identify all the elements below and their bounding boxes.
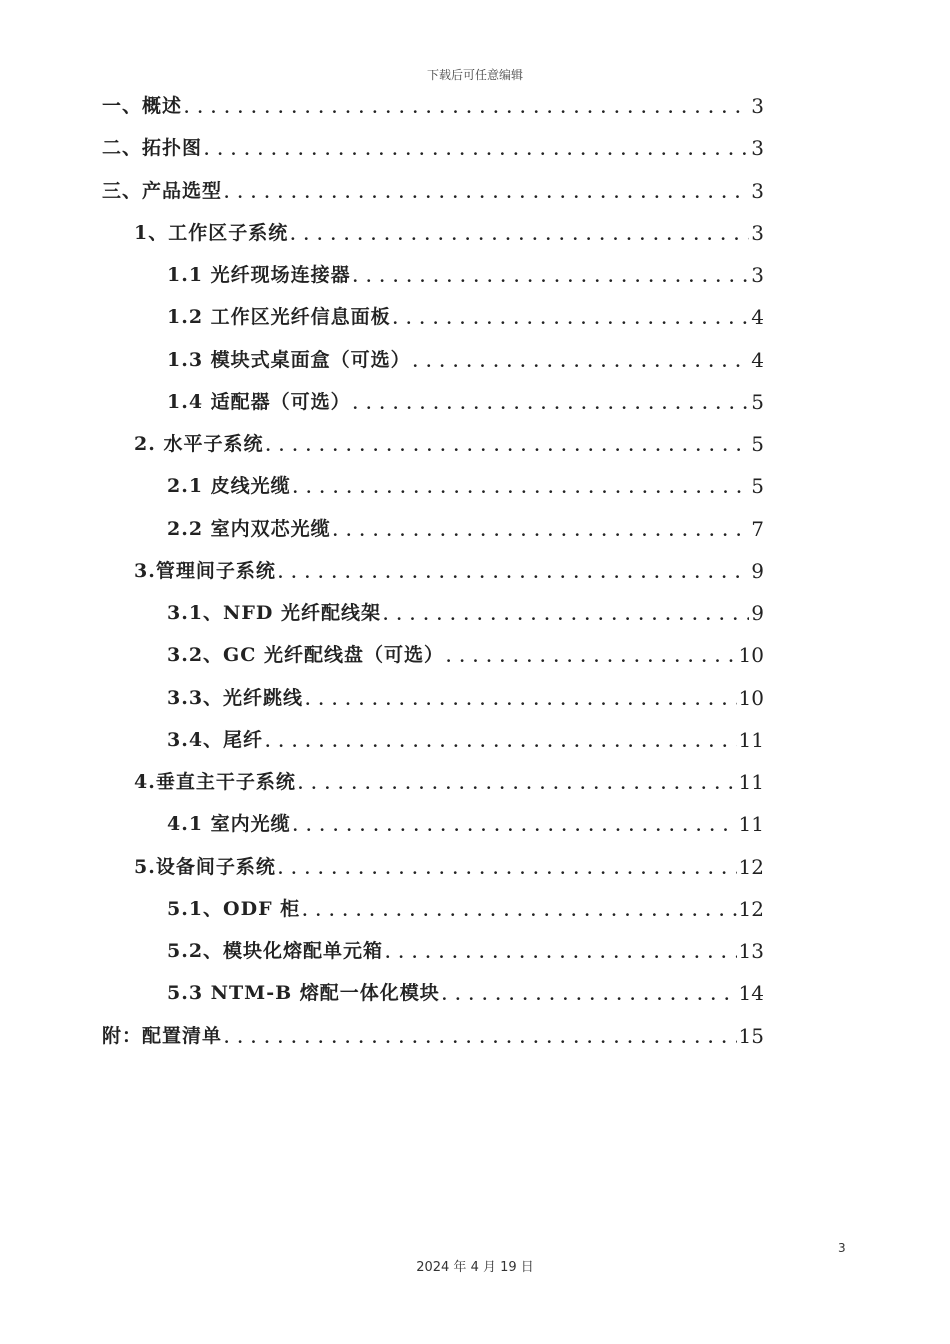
- toc-entry-label: 5.2、模块化熔配单元箱: [167, 940, 384, 962]
- toc-leader-dots: [333, 515, 750, 543]
- toc-entry-page: 10: [738, 643, 764, 667]
- toc-entry-label: 2.1 皮线光缆: [167, 475, 291, 497]
- toc-entry[interactable]: [102, 92, 764, 120]
- toc-entry-label: 二、拓扑图: [102, 137, 203, 159]
- toc-entry[interactable]: [102, 1022, 764, 1050]
- toc-entry-page: 3: [751, 179, 764, 203]
- toc-leader-dots: [446, 641, 737, 669]
- toc-entry-page: 3: [751, 221, 764, 245]
- toc-entry-page: 4: [751, 305, 764, 329]
- page-number: 3: [838, 1241, 846, 1255]
- toc-entry-label: 4.垂直主干子系统: [134, 771, 296, 793]
- toc-entry-page: 11: [738, 770, 764, 794]
- toc-entry-page: 11: [738, 728, 764, 752]
- toc-entry-page: 14: [738, 981, 764, 1005]
- toc-leader-dots: [298, 768, 737, 796]
- toc-entry[interactable]: [167, 515, 764, 543]
- toc-entry-page: 10: [738, 686, 764, 710]
- toc-entry[interactable]: [167, 261, 764, 289]
- toc-entry[interactable]: [102, 177, 764, 205]
- toc-entry[interactable]: [134, 853, 764, 881]
- toc-entry-page: 11: [738, 812, 764, 836]
- toc-leader-dots: [290, 219, 749, 247]
- toc-entry-page: 5: [751, 390, 764, 414]
- toc-entry-page: 3: [751, 263, 764, 287]
- toc-entry[interactable]: [167, 599, 764, 627]
- toc-leader-dots: [278, 853, 737, 881]
- toc-entry-page: 15: [738, 1024, 764, 1048]
- toc-entry-label: 4.1 室内光缆: [167, 813, 291, 835]
- toc-entry-label: 2.2 室内双芯光缆: [167, 518, 331, 540]
- toc-leader-dots: [293, 810, 737, 838]
- footer-date: 2024 年 4 月 19 日: [416, 1260, 534, 1275]
- toc-entry-label: 1、工作区子系统: [134, 222, 289, 244]
- toc-entry-label: 3.2、GC 光纤配线盘（可选）: [167, 644, 445, 666]
- toc-entry[interactable]: [134, 768, 764, 796]
- toc-entry-label: 5.3 NTM-B 熔配一体化模块: [167, 982, 440, 1004]
- toc-entry-label: 1.4 适配器（可选）: [167, 391, 351, 413]
- toc-entry-page: 7: [751, 517, 764, 541]
- toc-entry-label: 3.1、NFD 光纤配线架: [167, 602, 382, 624]
- toc-leader-dots: [393, 303, 750, 331]
- toc-entry-label: 一、概述: [102, 95, 183, 117]
- toc-entry-page: 12: [738, 855, 764, 879]
- toc-entry-label: 附：配置清单: [102, 1025, 223, 1047]
- toc-entry-page: 3: [751, 94, 764, 118]
- toc-leader-dots: [413, 346, 750, 374]
- toc-leader-dots: [278, 557, 749, 585]
- toc-leader-dots: [265, 430, 749, 458]
- toc-leader-dots: [385, 937, 736, 965]
- toc-entry-label: 1.1 光纤现场连接器: [167, 264, 351, 286]
- toc-entry-label: 1.3 模块式桌面盒（可选）: [167, 349, 411, 371]
- toc-entry-page: 3: [751, 136, 764, 160]
- toc-leader-dots: [265, 726, 736, 754]
- toc-entry-page: 13: [738, 939, 764, 963]
- toc-entry-page: 12: [738, 897, 764, 921]
- toc-leader-dots: [293, 472, 750, 500]
- toc-entry-page: 5: [751, 474, 764, 498]
- toc-leader-dots: [184, 92, 749, 120]
- toc-leader-dots: [204, 134, 749, 162]
- toc-entry-label: 3.3、光纤跳线: [167, 687, 304, 709]
- toc-entry[interactable]: [134, 430, 764, 458]
- toc-leader-dots: [442, 979, 737, 1007]
- toc-entry[interactable]: [134, 219, 764, 247]
- toc-entry-label: 三、产品选型: [102, 180, 223, 202]
- toc-leader-dots: [353, 261, 750, 289]
- toc-entry[interactable]: [102, 134, 764, 162]
- toc-entry-page: 9: [751, 559, 764, 583]
- toc-entry[interactable]: [167, 684, 764, 712]
- toc-entry-label: 3.4、尾纤: [167, 729, 264, 751]
- toc-leader-dots: [224, 177, 749, 205]
- toc-entry-label: 1.2 工作区光纤信息面板: [167, 306, 391, 328]
- toc-entry-page: 9: [751, 601, 764, 625]
- toc-entry-page: 5: [751, 432, 764, 456]
- toc-entry-label: 5.设备间子系统: [134, 856, 276, 878]
- toc-entry[interactable]: [167, 388, 764, 416]
- toc-leader-dots: [305, 684, 736, 712]
- toc-leader-dots: [383, 599, 749, 627]
- toc-entry[interactable]: [167, 895, 764, 923]
- toc-entry[interactable]: [134, 557, 764, 585]
- header-note: 下载后可任意编辑: [426, 68, 523, 82]
- toc-entry[interactable]: [167, 979, 764, 1007]
- toc-entry[interactable]: [167, 937, 764, 965]
- toc-entry[interactable]: [167, 472, 764, 500]
- toc-entry-label: 2. 水平子系统: [134, 433, 264, 455]
- toc-entry[interactable]: [167, 303, 764, 331]
- toc-entry[interactable]: [167, 641, 764, 669]
- toc-entry-label: 3.管理间子系统: [134, 560, 276, 582]
- toc-entry[interactable]: [167, 810, 764, 838]
- toc-entry-page: 4: [751, 348, 764, 372]
- toc-entry[interactable]: [167, 346, 764, 374]
- toc-entry[interactable]: [167, 726, 764, 754]
- toc-entry-label: 5.1、ODF 柜: [167, 898, 301, 920]
- toc-leader-dots: [224, 1022, 737, 1050]
- toc-leader-dots: [302, 895, 736, 923]
- toc-leader-dots: [353, 388, 750, 416]
